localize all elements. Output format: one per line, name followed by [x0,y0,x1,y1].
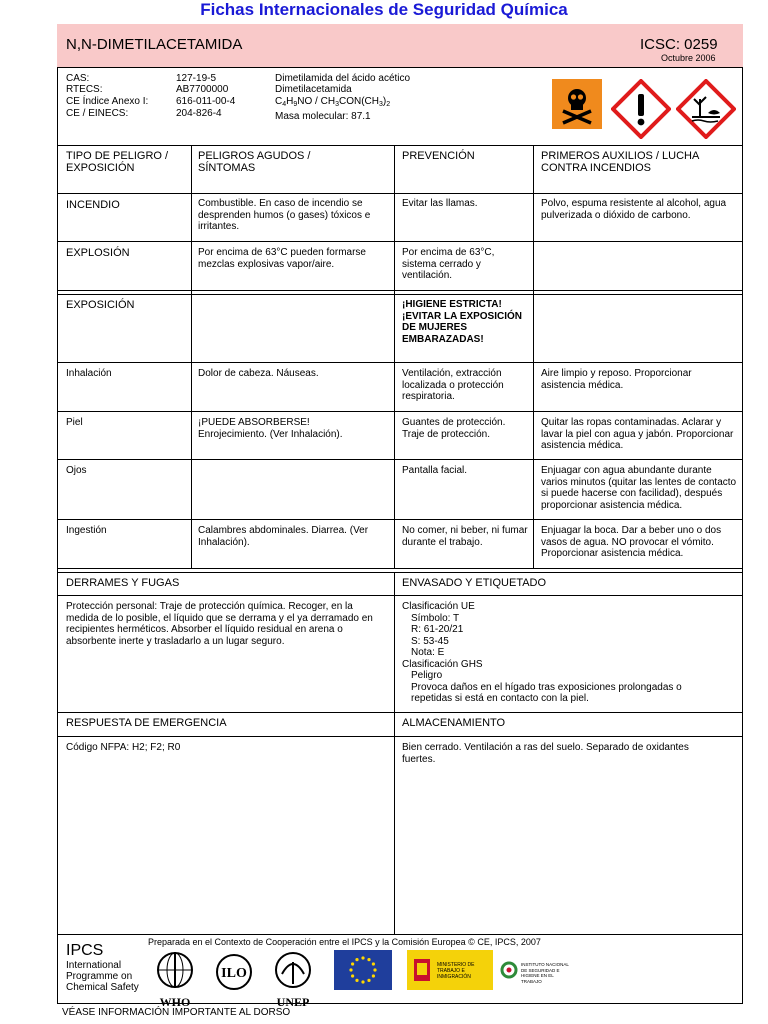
envasado-line: repetidas si está en contacto con la piel. [411,693,589,704]
derrames-text: Protección personal: Traje de protección química. Recoger, en la medida de lo posible, el líquido que se derrama y el ya derramado en recipientes herméticos. Absorber el líquido residual en arena o absorbente inerte y trasladarlo a un lugar seguro. [66,601,373,647]
column-divider [394,145,395,569]
icsc-number: ICSC: 0259 [640,36,718,53]
chemical-name: N,N-DIMETILACETAMIDA [66,36,243,53]
synonym-2: Dimetilacetamida [275,84,352,95]
envasado-line: Provoca daños en el hígado tras exposiciones prolongadas o [411,681,682,693]
divider [57,459,743,460]
card-date: Octubre 2006 [661,53,716,63]
inhalacion-sintomas: Dolor de cabeza. Náuseas. [198,368,319,379]
document-title: Fichas Internacionales de Seguridad Química [200,0,568,19]
skull-crossbones-icon [552,79,602,129]
id-label-rtecs: RTECS: [66,84,103,95]
divider [57,241,743,242]
section-title-emergencia: RESPUESTA DE EMERGENCIA [66,717,227,729]
section-title-derrames: DERRAMES Y FUGAS [66,577,180,589]
id-value-annex: 616-011-00-4 [176,96,236,107]
svg-text:ILO: ILO [221,966,247,981]
exposicion-prevencion: ¡HIGIENE ESTRICTA! ¡EVITAR LA EXPOSICIÓN DE MUJERES EMBARAZADAS! [402,299,523,345]
incendio-auxilios: Polvo, espuma resistente al alcohol, agua pulverizada o dióxido de carbono. [541,198,727,221]
exclamation-icon [611,79,671,139]
divider [57,568,743,569]
almacenamiento-text: Bien cerrado. Ventilación a ras del suelo. Separado de oxidantes fuertes. [402,742,689,765]
id-label-einecs: CE / EINECS: [66,108,129,119]
divider [57,712,743,713]
incendio-prevencion: Evitar las llamas. [402,198,478,209]
emergencia-text: Código NFPA: H2; F2; R0 [66,742,181,753]
column-divider [533,145,534,569]
unep-logo: UNEP [268,950,318,1002]
instituto-logo: INSTITUTO NACIONAL DE SEGURIDAD E HIGIENE EN EL TRABAJO [497,950,573,990]
eu-flag-icon [334,950,392,990]
column-divider [191,145,192,569]
head-auxilios: PRIMEROS AUXILIOS / LUCHA CONTRA INCENDIOS [541,150,699,174]
who-logo: WHO [150,950,200,1002]
envasado-line: Clasificación UE [402,601,475,612]
incendio-sintomas: Combustible. En caso de incendio se desprenden humos (o gases) tóxicos e irritantes. [198,198,371,232]
envasado-line: Peligro [411,670,443,681]
ipcs-logo-text: IPCS [66,942,104,959]
row-label-explosion: EXPLOSIÓN [66,247,130,259]
piel-sintomas: ¡PUEDE ABSORBERSE! Enrojecimiento. (Ver Inhalación). [198,417,343,440]
piel-prevencion: Guantes de protección. Traje de protección. [402,417,506,440]
id-label-annex: CE Índice Anexo I: [66,96,149,107]
divider [57,193,743,194]
section-title-almacenamiento: ALMACENAMIENTO [402,717,506,729]
divider [57,294,743,295]
section-title-envasado: ENVASADO Y ETIQUETADO [402,577,547,589]
divider [57,934,743,935]
ilo-logo [212,952,256,992]
molecular-formula: $C_4H_9NO / CH_3CON(CH_3)_2$ [275,96,391,108]
inhalacion-prevencion: Ventilación, extracción localizada o protección respiratoria. [402,368,504,402]
id-value-rtecs: AB7700000 [176,84,229,95]
divider [57,362,743,363]
environment-icon [676,79,736,139]
divider [57,572,743,573]
row-label-exposicion: EXPOSICIÓN [66,299,135,311]
piel-auxilios: Quitar las ropas contaminadas. Aclarar y lavar la piel con agua y jabón. Proporcionar asistencia médica. [541,417,734,451]
ojos-auxilios: Enjuagar con agua abundante durante varios minutos (quitar las lentes de contacto si puede hacerse con facilidad), después proporcionar asistencia médica. [541,465,737,511]
envasado-line: Símbolo: T [411,612,460,624]
id-value-cas: 127-19-5 [176,73,217,84]
ingestion-auxilios: Enjuagar la boca. Dar a beber uno o dos vasos de agua. NO provocar el vómito. Proporcionar asistencia médica. [541,525,722,559]
ministerio-logo: MINISTERIO DE TRABAJO E INMIGRACIÓN [407,950,493,990]
ingestion-sintomas: Calambres abdominales. Diarrea. (Ver Inhalación). [198,525,369,548]
divider [57,411,743,412]
divider [57,736,743,737]
row-label-incendio: INCENDIO [66,199,120,211]
molecular-mass: Masa molecular: 87.1 [275,111,371,122]
explosion-sintomas: Por encima de 63°C pueden formarse mezclas explosivas vapor/aire. [198,247,366,270]
divider [57,595,743,596]
row-label-inhalacion: Inhalación [66,368,112,379]
divider [57,145,743,146]
head-tipo: TIPO DE PELIGRO / EXPOSICIÓN [66,150,169,174]
explosion-prevencion: Por encima de 63°C, sistema cerrado y ventilación. [402,247,495,281]
inhalacion-auxilios: Aire limpio y reposo. Proporcionar asistencia médica. [541,368,692,391]
divider [57,290,743,291]
id-value-einecs: 204-826-4 [176,108,222,119]
envasado-line: Nota: E [411,647,445,658]
footer-note: VÉASE INFORMACIÓN IMPORTANTE AL DORSO [62,1007,291,1018]
row-label-ojos: Ojos [66,465,87,476]
row-label-piel: Piel [66,417,83,428]
ingestion-prevencion: No comer, ni beber, ni fumar durante el trabajo. [402,525,528,548]
head-sintomas: PELIGROS AGUDOS / SÍNTOMAS [198,150,311,174]
synonym-1: Dimetilamida del ácido acético [275,73,411,84]
id-label-cas: CAS: [66,73,90,84]
ipcs-subtitle: International Programme on Chemical Safety [66,960,139,993]
divider [57,519,743,520]
row-label-ingestion: Ingestión [66,525,107,536]
head-prevencion: PREVENCIÓN [402,150,475,162]
ojos-prevencion: Pantalla facial. [402,465,468,476]
column-divider [394,572,395,934]
envasado-line: S: 53-45 [411,635,449,647]
envasado-line: R: 61-20/21 [411,624,464,635]
envasado-line: Clasificación GHS [402,658,483,670]
prepared-note: Preparada en el Contexto de Cooperación entre el IPCS y la Comisión Europea © CE, IPCS, 2007 [148,937,541,947]
